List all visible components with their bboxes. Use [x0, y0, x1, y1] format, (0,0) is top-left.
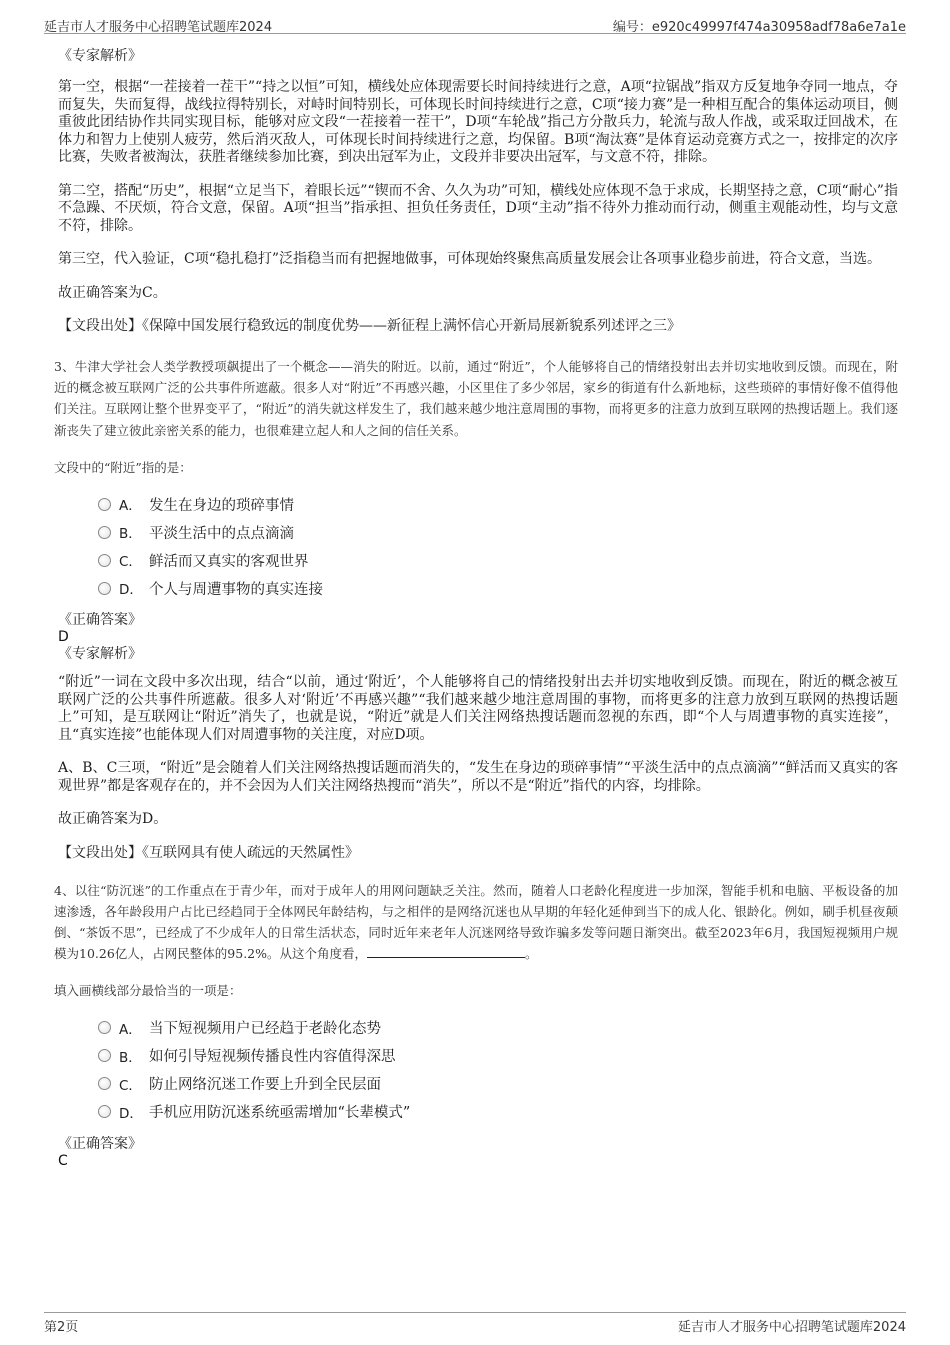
radio-button-icon[interactable]	[98, 1105, 111, 1118]
q2-analysis-para-2: 第二空，搭配“历史”，根据“立足当下，着眼长远”“锲而不舍、久久为功”可知，横线处应体现不急于求成，长期坚持之意，C项“耐心”指不急躁、不厌烦，符合文意，保留。A项“担当”指承担、担负任务责任，D项“主动”指不待外力推动而行动，侧重主观能动性，均与文意不符，排除。	[58, 182, 898, 234]
q3-analysis-para-2: A、B、C三项，“附近”是会随着人们关注网络热搜话题而消失的，“发生在身边的琐碎事情”“平淡生活中的点点滴滴”“鲜活而又真实的客观世界”都是客观存在的，并不会因为人们关注网络热搜而“消失”，所以不是“附近”指代的内容，均排除。	[58, 760, 898, 794]
radio-button-icon[interactable]	[98, 1077, 111, 1090]
option-letter: B．	[119, 526, 142, 543]
radio-button-icon[interactable]	[98, 1049, 111, 1062]
fill-in-blank	[367, 946, 525, 958]
option-letter: C．	[119, 1077, 142, 1094]
q3-option-a[interactable]	[98, 490, 898, 518]
q3-analysis-label: 《专家解析》	[58, 646, 142, 663]
q2-conclusion: 故正确答案为C。	[58, 284, 167, 301]
option-text: 平淡生活中的点点滴滴	[149, 525, 294, 542]
q3-source: 【文段出处】《互联网具有使人疏远的天然属性》	[58, 844, 359, 861]
q4-option-d[interactable]	[98, 1098, 898, 1126]
q4-stem-text: 4、以往“防沉迷”的工作重点在于青少年，而对于成年人的用网问题缺乏关注。然而，随着人口老龄化程度进一步加深，智能手机和电脑、平板设备的加速渗透，各年龄段用户占比已经趋同于全体网民年龄结构，与之相伴的是网络沉迷也从早期的年轻化延伸到当下的成人化、银龄化。例如，刷手机昼夜颠倒、“茶饭不思”，已经成了不少成年人的日常生活状态，同时近年来老年人沉迷网络导致诈骗多发等问题日渐突出。截至2023年6月，我国短视频用户规模为10.26亿人，占网民整体的95.2%。从这个角度看，	[54, 882, 898, 962]
option-letter: D．	[119, 582, 143, 599]
radio-button-icon[interactable]	[98, 582, 111, 595]
radio-button-icon[interactable]	[98, 1021, 111, 1034]
option-text: 防止网络沉迷工作要上升到全民层面	[149, 1077, 381, 1094]
radio-button-icon[interactable]	[98, 526, 111, 539]
q2-analysis-label: 《专家解析》	[58, 48, 142, 64]
option-letter: D．	[119, 1105, 143, 1122]
q3-prompt: 文段中的“附近”指的是：	[54, 459, 192, 475]
q3-stem: 3、牛津大学社会人类学教授项飙提出了一个概念——消失的附近。以前，通过“附近”，个人能够将自己的情绪投射出去并切实地收到反馈。而现在，附近的概念被互联网广泛的公共事件所遮蔽。很多人对“附近”不再感兴趣，小区里住了多少邻居，家乡的街道有什么新地标，这些琐碎的事情好像不值得他们关注。互联网让整个世界变平了，“附近”的消失就这样发生了，我们越来越少地注意周围的事物，而将更多的注意力放到互联网的热搜话题上。我们逐渐丧失了建立彼此亲密关系的能力，也很难建立起人和人之间的信任关系。	[54, 359, 898, 438]
q4-option-b[interactable]	[98, 1042, 898, 1070]
footer-title: 延吉市人才服务中心招聘笔试题库2024	[677, 1320, 906, 1335]
q4-stem-end: 。	[525, 946, 538, 962]
option-text: 个人与周遭事物的真实连接	[149, 581, 323, 598]
q4-option-c[interactable]	[98, 1070, 898, 1098]
q3-answer: D	[58, 629, 69, 646]
q4-answer-label: 《正确答案》	[58, 1135, 142, 1152]
option-letter: A．	[119, 1021, 142, 1038]
q2-analysis-para-1: 第一空，根据“一茬接着一茬干”“持之以恒”可知，横线处应体现需要长时间持续进行之意，A项“拉锯战”指双方反复地争夺同一地点，夺而复失，失而复得，战线拉得特别长，对峙时间特别长，可体现长时间持续进行之意，C项“接力赛”是一种相互配合的集体运动项目，侧重彼此团结协作共同实现目标，能够对应文段“一茬接着一茬干”，D项“车轮战”指己方分散兵力，轮流与敌人作战，或采取迂回战术，在体力和智力上使别人疲劳，然后消灭敌人，可体现长时间持续进行之意，均保留。B项“淘汰赛”是体育运动竞赛方式之一，按排定的次序比赛，失败者被淘汰，获胜者继续参加比赛，到决出冠军为止，文段并非要决出冠军，与文意不符，排除。	[58, 79, 898, 165]
page-footer	[44, 1312, 906, 1335]
page-number: 第2页	[44, 1320, 79, 1335]
q4-answer: C	[58, 1152, 68, 1169]
q3-option-b[interactable]	[98, 518, 898, 546]
q3-conclusion: 故正确答案为D。	[58, 811, 168, 828]
q4-prompt: 填入画横线部分最恰当的一项是：	[54, 983, 242, 999]
q3-options	[98, 490, 898, 602]
option-text: 当下短视频用户已经趋于老龄化态势	[149, 1021, 381, 1038]
option-letter: C．	[119, 554, 142, 571]
option-letter: B．	[119, 1049, 142, 1066]
option-text: 发生在身边的琐碎事情	[149, 497, 294, 514]
radio-button-icon[interactable]	[98, 498, 111, 511]
header-doc-id: 编号：e920c49997f474a30958adf78a6e7a1e	[612, 20, 906, 35]
q3-option-c[interactable]	[98, 546, 898, 574]
q3-option-d[interactable]	[98, 574, 898, 602]
q4-options	[98, 1014, 898, 1126]
q3-analysis-para-1: “附近”一词在文段中多次出现，结合“以前，通过‘附近’，个人能够将自己的情绪投射出去并切实地收到反馈。而现在，附近的概念被互联网广泛的公共事件所遮蔽。很多人对‘附近’不再感兴趣”“我们越来越少地注意周围的事物，而将更多的注意力放到互联网的热搜话题上”可知，是互联网让“附近”消失了，也就是说，“附近”就是人们关注网络热搜话题而忽视的东西，即“个人与周遭事物的真实连接”，且“真实连接”也能体现人们对周遭事物的关注度，对应D项。	[58, 674, 898, 743]
q2-source: 【文段出处】《保障中国发展行稳致远的制度优势——新征程上满怀信心开新局展新貌系列述评之三》	[58, 318, 681, 334]
q4-stem	[54, 880, 898, 965]
radio-button-icon[interactable]	[98, 554, 111, 567]
header-title: 延吉市人才服务中心招聘笔试题库2024	[44, 20, 273, 35]
option-letter: A．	[119, 498, 142, 515]
option-text: 如何引导短视频传播良性内容值得深思	[149, 1049, 396, 1066]
q3-answer-label: 《正确答案》	[58, 612, 142, 629]
option-text: 手机应用防沉迷系统亟需增加“长辈模式”	[149, 1105, 411, 1122]
option-text: 鲜活而又真实的客观世界	[149, 553, 309, 570]
page-header	[44, 8, 906, 34]
page-body	[54, 48, 898, 1170]
q2-analysis-para-3: 第三空，代入验证，C项“稳扎稳打”泛指稳当而有把握地做事，可体现始终聚焦高质量发展会让各项事业稳步前进，符合文意，当选。	[58, 251, 882, 267]
q4-option-a[interactable]	[98, 1014, 898, 1042]
